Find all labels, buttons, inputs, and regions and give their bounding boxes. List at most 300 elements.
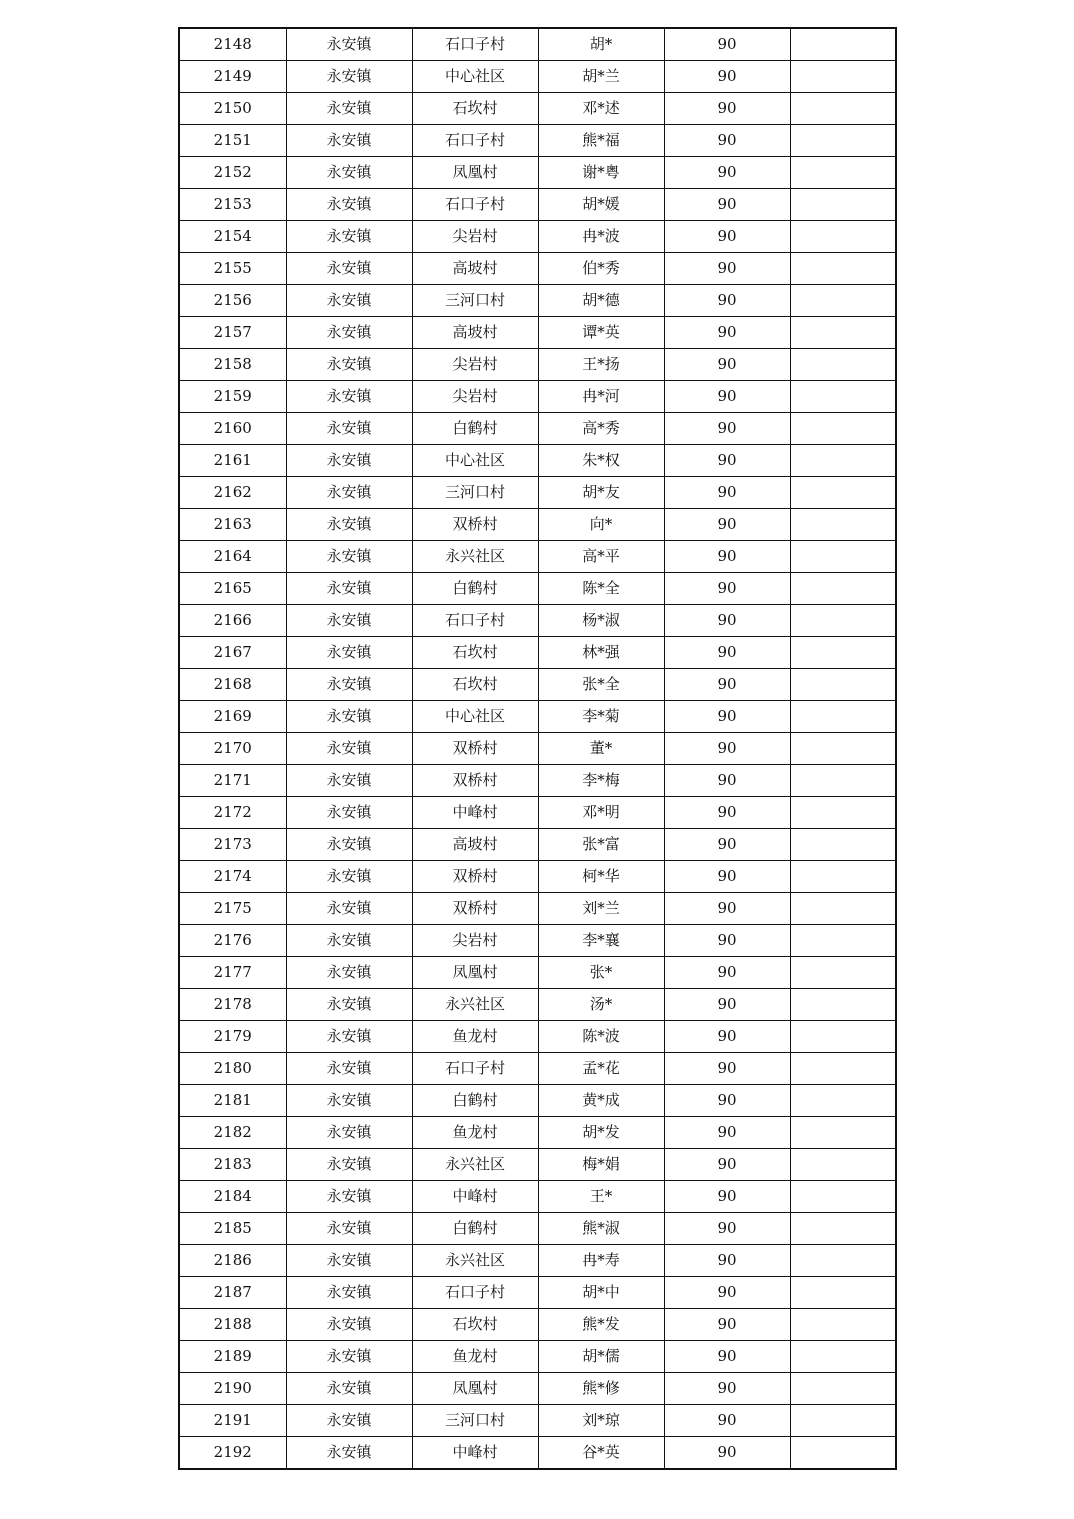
cell-serial-number: 2187 bbox=[179, 1277, 286, 1309]
cell-amount: 90 bbox=[664, 925, 790, 957]
cell-village: 高坡村 bbox=[412, 253, 538, 285]
cell-name: 张*全 bbox=[538, 669, 664, 701]
cell-name: 刘*兰 bbox=[538, 893, 664, 925]
cell-name: 梅*娟 bbox=[538, 1149, 664, 1181]
cell-village: 白鹤村 bbox=[412, 1213, 538, 1245]
cell-village: 石口子村 bbox=[412, 125, 538, 157]
cell-town: 永安镇 bbox=[286, 93, 412, 125]
table-row bbox=[179, 925, 896, 957]
cell-village: 中峰村 bbox=[412, 1181, 538, 1213]
cell-village: 石口子村 bbox=[412, 605, 538, 637]
table-row bbox=[179, 221, 896, 253]
cell-village: 鱼龙村 bbox=[412, 1021, 538, 1053]
cell-village: 石口子村 bbox=[412, 189, 538, 221]
cell-amount: 90 bbox=[664, 893, 790, 925]
roster-table-body bbox=[179, 28, 896, 1469]
cell-name: 冉*河 bbox=[538, 381, 664, 413]
cell-serial-number: 2189 bbox=[179, 1341, 286, 1373]
cell-amount: 90 bbox=[664, 285, 790, 317]
cell-name: 王*扬 bbox=[538, 349, 664, 381]
cell-note bbox=[790, 317, 896, 349]
cell-town: 永安镇 bbox=[286, 28, 412, 61]
cell-town: 永安镇 bbox=[286, 1277, 412, 1309]
cell-serial-number: 2170 bbox=[179, 733, 286, 765]
cell-amount: 90 bbox=[664, 1405, 790, 1437]
table-row bbox=[179, 93, 896, 125]
cell-name: 胡*中 bbox=[538, 1277, 664, 1309]
cell-village: 凤凰村 bbox=[412, 957, 538, 989]
cell-note bbox=[790, 605, 896, 637]
cell-note bbox=[790, 1405, 896, 1437]
cell-serial-number: 2152 bbox=[179, 157, 286, 189]
cell-village: 三河口村 bbox=[412, 1405, 538, 1437]
cell-note bbox=[790, 861, 896, 893]
table-row bbox=[179, 1341, 896, 1373]
cell-note bbox=[790, 1021, 896, 1053]
cell-amount: 90 bbox=[664, 28, 790, 61]
cell-serial-number: 2190 bbox=[179, 1373, 286, 1405]
cell-town: 永安镇 bbox=[286, 1021, 412, 1053]
table-row bbox=[179, 1277, 896, 1309]
cell-note bbox=[790, 1117, 896, 1149]
cell-note bbox=[790, 349, 896, 381]
cell-name: 谭*英 bbox=[538, 317, 664, 349]
cell-village: 三河口村 bbox=[412, 285, 538, 317]
cell-town: 永安镇 bbox=[286, 605, 412, 637]
cell-note bbox=[790, 1373, 896, 1405]
cell-serial-number: 2157 bbox=[179, 317, 286, 349]
cell-town: 永安镇 bbox=[286, 253, 412, 285]
cell-town: 永安镇 bbox=[286, 445, 412, 477]
cell-amount: 90 bbox=[664, 381, 790, 413]
cell-village: 尖岩村 bbox=[412, 381, 538, 413]
cell-serial-number: 2149 bbox=[179, 61, 286, 93]
cell-serial-number: 2163 bbox=[179, 509, 286, 541]
cell-note bbox=[790, 1245, 896, 1277]
cell-village: 石口子村 bbox=[412, 1053, 538, 1085]
cell-village: 中心社区 bbox=[412, 445, 538, 477]
cell-village: 石坎村 bbox=[412, 93, 538, 125]
cell-village: 石坎村 bbox=[412, 669, 538, 701]
cell-name: 刘*琼 bbox=[538, 1405, 664, 1437]
cell-village: 尖岩村 bbox=[412, 925, 538, 957]
cell-village: 高坡村 bbox=[412, 829, 538, 861]
cell-village: 三河口村 bbox=[412, 477, 538, 509]
cell-note bbox=[790, 477, 896, 509]
cell-amount: 90 bbox=[664, 861, 790, 893]
table-row bbox=[179, 1117, 896, 1149]
cell-name: 李*梅 bbox=[538, 765, 664, 797]
cell-town: 永安镇 bbox=[286, 861, 412, 893]
cell-note bbox=[790, 1309, 896, 1341]
cell-amount: 90 bbox=[664, 765, 790, 797]
table-row bbox=[179, 1373, 896, 1405]
table-row bbox=[179, 445, 896, 477]
table-row bbox=[179, 1149, 896, 1181]
cell-village: 双桥村 bbox=[412, 509, 538, 541]
cell-town: 永安镇 bbox=[286, 1437, 412, 1470]
cell-town: 永安镇 bbox=[286, 637, 412, 669]
cell-serial-number: 2159 bbox=[179, 381, 286, 413]
table-row bbox=[179, 253, 896, 285]
cell-village: 双桥村 bbox=[412, 893, 538, 925]
table-row bbox=[179, 189, 896, 221]
table-row bbox=[179, 829, 896, 861]
cell-serial-number: 2172 bbox=[179, 797, 286, 829]
table-row bbox=[179, 797, 896, 829]
cell-amount: 90 bbox=[664, 445, 790, 477]
cell-village: 凤凰村 bbox=[412, 1373, 538, 1405]
cell-name: 林*强 bbox=[538, 637, 664, 669]
cell-amount: 90 bbox=[664, 157, 790, 189]
cell-name: 孟*花 bbox=[538, 1053, 664, 1085]
table-row bbox=[179, 413, 896, 445]
cell-village: 尖岩村 bbox=[412, 221, 538, 253]
cell-name: 熊*发 bbox=[538, 1309, 664, 1341]
table-row bbox=[179, 701, 896, 733]
cell-amount: 90 bbox=[664, 989, 790, 1021]
cell-amount: 90 bbox=[664, 509, 790, 541]
cell-serial-number: 2167 bbox=[179, 637, 286, 669]
cell-name: 邓*述 bbox=[538, 93, 664, 125]
cell-village: 白鹤村 bbox=[412, 413, 538, 445]
cell-amount: 90 bbox=[664, 1277, 790, 1309]
cell-name: 胡*德 bbox=[538, 285, 664, 317]
cell-village: 石坎村 bbox=[412, 637, 538, 669]
cell-name: 熊*淑 bbox=[538, 1213, 664, 1245]
cell-amount: 90 bbox=[664, 637, 790, 669]
cell-town: 永安镇 bbox=[286, 669, 412, 701]
cell-town: 永安镇 bbox=[286, 381, 412, 413]
cell-serial-number: 2173 bbox=[179, 829, 286, 861]
cell-serial-number: 2162 bbox=[179, 477, 286, 509]
cell-note bbox=[790, 125, 896, 157]
cell-serial-number: 2182 bbox=[179, 1117, 286, 1149]
table-row bbox=[179, 989, 896, 1021]
cell-town: 永安镇 bbox=[286, 1245, 412, 1277]
table-row bbox=[179, 1053, 896, 1085]
cell-amount: 90 bbox=[664, 477, 790, 509]
cell-note bbox=[790, 893, 896, 925]
cell-amount: 90 bbox=[664, 541, 790, 573]
cell-village: 永兴社区 bbox=[412, 541, 538, 573]
cell-note bbox=[790, 797, 896, 829]
table-row bbox=[179, 957, 896, 989]
table-row bbox=[179, 1181, 896, 1213]
cell-town: 永安镇 bbox=[286, 413, 412, 445]
cell-serial-number: 2184 bbox=[179, 1181, 286, 1213]
cell-amount: 90 bbox=[664, 93, 790, 125]
cell-amount: 90 bbox=[664, 1085, 790, 1117]
cell-note bbox=[790, 61, 896, 93]
cell-serial-number: 2151 bbox=[179, 125, 286, 157]
cell-name: 胡*发 bbox=[538, 1117, 664, 1149]
cell-amount: 90 bbox=[664, 701, 790, 733]
cell-serial-number: 2153 bbox=[179, 189, 286, 221]
table-row bbox=[179, 861, 896, 893]
cell-serial-number: 2150 bbox=[179, 93, 286, 125]
cell-note bbox=[790, 669, 896, 701]
table-row bbox=[179, 765, 896, 797]
cell-amount: 90 bbox=[664, 413, 790, 445]
cell-amount: 90 bbox=[664, 349, 790, 381]
cell-name: 高*秀 bbox=[538, 413, 664, 445]
cell-village: 鱼龙村 bbox=[412, 1117, 538, 1149]
cell-name: 胡*儒 bbox=[538, 1341, 664, 1373]
cell-serial-number: 2165 bbox=[179, 573, 286, 605]
table-row bbox=[179, 541, 896, 573]
cell-amount: 90 bbox=[664, 1373, 790, 1405]
cell-name: 李*菊 bbox=[538, 701, 664, 733]
cell-serial-number: 2148 bbox=[179, 28, 286, 61]
cell-note bbox=[790, 733, 896, 765]
cell-village: 永兴社区 bbox=[412, 1245, 538, 1277]
cell-village: 白鹤村 bbox=[412, 573, 538, 605]
cell-name: 朱*权 bbox=[538, 445, 664, 477]
cell-village: 双桥村 bbox=[412, 861, 538, 893]
table-row bbox=[179, 509, 896, 541]
cell-note bbox=[790, 445, 896, 477]
cell-name: 熊*福 bbox=[538, 125, 664, 157]
cell-note bbox=[790, 413, 896, 445]
cell-serial-number: 2169 bbox=[179, 701, 286, 733]
cell-town: 永安镇 bbox=[286, 509, 412, 541]
cell-name: 胡* bbox=[538, 28, 664, 61]
table-row bbox=[179, 285, 896, 317]
cell-name: 张* bbox=[538, 957, 664, 989]
cell-note bbox=[790, 253, 896, 285]
cell-note bbox=[790, 925, 896, 957]
cell-note bbox=[790, 189, 896, 221]
table-row bbox=[179, 637, 896, 669]
cell-name: 高*平 bbox=[538, 541, 664, 573]
cell-town: 永安镇 bbox=[286, 189, 412, 221]
cell-note bbox=[790, 989, 896, 1021]
cell-name: 王* bbox=[538, 1181, 664, 1213]
cell-town: 永安镇 bbox=[286, 893, 412, 925]
cell-town: 永安镇 bbox=[286, 733, 412, 765]
cell-town: 永安镇 bbox=[286, 1149, 412, 1181]
cell-name: 胡*友 bbox=[538, 477, 664, 509]
cell-name: 陈*波 bbox=[538, 1021, 664, 1053]
cell-village: 鱼龙村 bbox=[412, 1341, 538, 1373]
cell-name: 谷*英 bbox=[538, 1437, 664, 1470]
cell-note bbox=[790, 221, 896, 253]
cell-village: 凤凰村 bbox=[412, 157, 538, 189]
cell-amount: 90 bbox=[664, 1181, 790, 1213]
cell-town: 永安镇 bbox=[286, 957, 412, 989]
cell-serial-number: 2166 bbox=[179, 605, 286, 637]
cell-name: 杨*淑 bbox=[538, 605, 664, 637]
cell-serial-number: 2175 bbox=[179, 893, 286, 925]
cell-serial-number: 2178 bbox=[179, 989, 286, 1021]
cell-note bbox=[790, 957, 896, 989]
table-row bbox=[179, 125, 896, 157]
cell-amount: 90 bbox=[664, 733, 790, 765]
table-row bbox=[179, 605, 896, 637]
table-row bbox=[179, 669, 896, 701]
cell-serial-number: 2154 bbox=[179, 221, 286, 253]
cell-name: 董* bbox=[538, 733, 664, 765]
cell-town: 永安镇 bbox=[286, 157, 412, 189]
cell-village: 石口子村 bbox=[412, 28, 538, 61]
cell-amount: 90 bbox=[664, 1437, 790, 1470]
roster-table bbox=[178, 27, 897, 1470]
table-row bbox=[179, 1405, 896, 1437]
table-row bbox=[179, 381, 896, 413]
cell-note bbox=[790, 381, 896, 413]
cell-town: 永安镇 bbox=[286, 61, 412, 93]
cell-serial-number: 2183 bbox=[179, 1149, 286, 1181]
cell-amount: 90 bbox=[664, 829, 790, 861]
cell-amount: 90 bbox=[664, 1053, 790, 1085]
cell-town: 永安镇 bbox=[286, 125, 412, 157]
cell-serial-number: 2156 bbox=[179, 285, 286, 317]
table-row bbox=[179, 1085, 896, 1117]
cell-serial-number: 2155 bbox=[179, 253, 286, 285]
cell-town: 永安镇 bbox=[286, 1213, 412, 1245]
cell-town: 永安镇 bbox=[286, 925, 412, 957]
cell-village: 永兴社区 bbox=[412, 989, 538, 1021]
cell-village: 高坡村 bbox=[412, 317, 538, 349]
cell-serial-number: 2176 bbox=[179, 925, 286, 957]
table-row bbox=[179, 28, 896, 61]
cell-amount: 90 bbox=[664, 1245, 790, 1277]
cell-serial-number: 2174 bbox=[179, 861, 286, 893]
table-row bbox=[179, 1213, 896, 1245]
cell-serial-number: 2177 bbox=[179, 957, 286, 989]
cell-serial-number: 2160 bbox=[179, 413, 286, 445]
table-row bbox=[179, 733, 896, 765]
cell-amount: 90 bbox=[664, 573, 790, 605]
cell-name: 胡*兰 bbox=[538, 61, 664, 93]
cell-town: 永安镇 bbox=[286, 1341, 412, 1373]
cell-village: 中心社区 bbox=[412, 61, 538, 93]
cell-name: 黄*成 bbox=[538, 1085, 664, 1117]
cell-note bbox=[790, 28, 896, 61]
cell-serial-number: 2171 bbox=[179, 765, 286, 797]
cell-town: 永安镇 bbox=[286, 1181, 412, 1213]
cell-village: 双桥村 bbox=[412, 733, 538, 765]
cell-amount: 90 bbox=[664, 253, 790, 285]
cell-town: 永安镇 bbox=[286, 1117, 412, 1149]
table-row bbox=[179, 1245, 896, 1277]
cell-amount: 90 bbox=[664, 1213, 790, 1245]
cell-serial-number: 2186 bbox=[179, 1245, 286, 1277]
cell-name: 陈*全 bbox=[538, 573, 664, 605]
cell-name: 向* bbox=[538, 509, 664, 541]
cell-village: 尖岩村 bbox=[412, 349, 538, 381]
cell-note bbox=[790, 285, 896, 317]
cell-note bbox=[790, 1437, 896, 1470]
cell-town: 永安镇 bbox=[286, 701, 412, 733]
cell-note bbox=[790, 765, 896, 797]
cell-name: 熊*修 bbox=[538, 1373, 664, 1405]
cell-village: 永兴社区 bbox=[412, 1149, 538, 1181]
cell-amount: 90 bbox=[664, 317, 790, 349]
cell-amount: 90 bbox=[664, 669, 790, 701]
cell-note bbox=[790, 637, 896, 669]
cell-name: 谢*粤 bbox=[538, 157, 664, 189]
cell-note bbox=[790, 509, 896, 541]
cell-amount: 90 bbox=[664, 1341, 790, 1373]
cell-amount: 90 bbox=[664, 221, 790, 253]
cell-note bbox=[790, 93, 896, 125]
cell-town: 永安镇 bbox=[286, 1373, 412, 1405]
cell-town: 永安镇 bbox=[286, 285, 412, 317]
cell-town: 永安镇 bbox=[286, 797, 412, 829]
cell-name: 汤* bbox=[538, 989, 664, 1021]
cell-serial-number: 2191 bbox=[179, 1405, 286, 1437]
table-row bbox=[179, 1021, 896, 1053]
cell-serial-number: 2185 bbox=[179, 1213, 286, 1245]
cell-town: 永安镇 bbox=[286, 1085, 412, 1117]
cell-amount: 90 bbox=[664, 125, 790, 157]
table-row bbox=[179, 1309, 896, 1341]
cell-town: 永安镇 bbox=[286, 765, 412, 797]
cell-town: 永安镇 bbox=[286, 1405, 412, 1437]
cell-name: 伯*秀 bbox=[538, 253, 664, 285]
cell-serial-number: 2181 bbox=[179, 1085, 286, 1117]
cell-town: 永安镇 bbox=[286, 221, 412, 253]
cell-name: 胡*媛 bbox=[538, 189, 664, 221]
table-row bbox=[179, 349, 896, 381]
cell-town: 永安镇 bbox=[286, 1309, 412, 1341]
cell-village: 石口子村 bbox=[412, 1277, 538, 1309]
cell-village: 石坎村 bbox=[412, 1309, 538, 1341]
cell-serial-number: 2168 bbox=[179, 669, 286, 701]
cell-serial-number: 2188 bbox=[179, 1309, 286, 1341]
cell-note bbox=[790, 1277, 896, 1309]
cell-amount: 90 bbox=[664, 797, 790, 829]
cell-name: 李*襄 bbox=[538, 925, 664, 957]
table-row bbox=[179, 893, 896, 925]
table-row bbox=[179, 573, 896, 605]
cell-note bbox=[790, 1085, 896, 1117]
cell-amount: 90 bbox=[664, 1309, 790, 1341]
cell-village: 中心社区 bbox=[412, 701, 538, 733]
cell-serial-number: 2158 bbox=[179, 349, 286, 381]
cell-town: 永安镇 bbox=[286, 349, 412, 381]
table-row bbox=[179, 1437, 896, 1470]
cell-serial-number: 2180 bbox=[179, 1053, 286, 1085]
cell-town: 永安镇 bbox=[286, 477, 412, 509]
cell-name: 冉*寿 bbox=[538, 1245, 664, 1277]
cell-name: 柯*华 bbox=[538, 861, 664, 893]
cell-note bbox=[790, 1213, 896, 1245]
cell-town: 永安镇 bbox=[286, 541, 412, 573]
cell-serial-number: 2179 bbox=[179, 1021, 286, 1053]
cell-note bbox=[790, 157, 896, 189]
cell-note bbox=[790, 1053, 896, 1085]
cell-town: 永安镇 bbox=[286, 989, 412, 1021]
cell-town: 永安镇 bbox=[286, 1053, 412, 1085]
cell-amount: 90 bbox=[664, 957, 790, 989]
cell-serial-number: 2161 bbox=[179, 445, 286, 477]
cell-town: 永安镇 bbox=[286, 317, 412, 349]
cell-village: 中峰村 bbox=[412, 797, 538, 829]
cell-amount: 90 bbox=[664, 61, 790, 93]
cell-note bbox=[790, 541, 896, 573]
cell-village: 中峰村 bbox=[412, 1437, 538, 1470]
cell-name: 冉*波 bbox=[538, 221, 664, 253]
cell-serial-number: 2164 bbox=[179, 541, 286, 573]
cell-serial-number: 2192 bbox=[179, 1437, 286, 1470]
table-row bbox=[179, 477, 896, 509]
cell-note bbox=[790, 573, 896, 605]
cell-amount: 90 bbox=[664, 605, 790, 637]
cell-town: 永安镇 bbox=[286, 573, 412, 605]
